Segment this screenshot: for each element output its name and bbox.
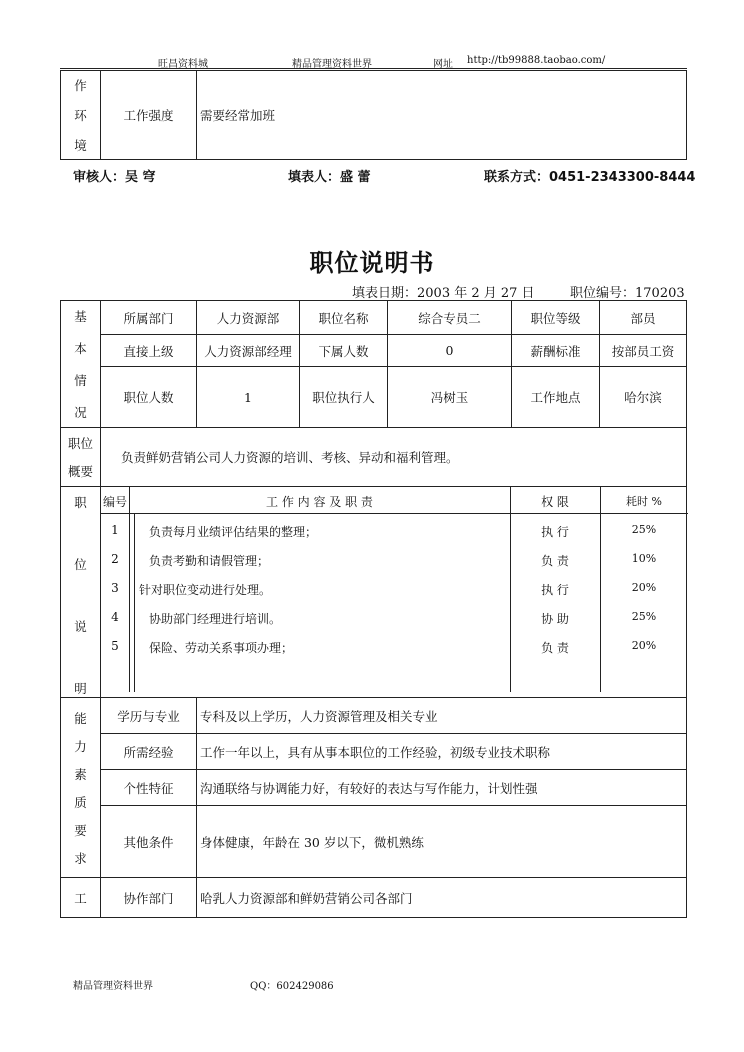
ability-value: 身体健康，年龄在 30 岁以下，微机熟练 bbox=[197, 806, 687, 878]
header-url[interactable]: http://tb99888.taobao.com/ bbox=[467, 55, 606, 66]
job-description-table bbox=[60, 300, 687, 918]
basic-cell: 综合专员二 bbox=[388, 301, 512, 335]
ability-value: 工作一年以上，具有从事本职位的工作经验，初级专业技术职称 bbox=[197, 734, 687, 770]
prev-section-table bbox=[60, 70, 687, 160]
side-char: 位 bbox=[74, 557, 87, 572]
prev-section-label: 工作强度 bbox=[101, 71, 197, 160]
duty-text: 负责每月业绩评估结果的整理； bbox=[149, 525, 318, 539]
side-char: 素 bbox=[74, 766, 87, 782]
side-char: 况 bbox=[74, 405, 87, 420]
side-char: 境 bbox=[74, 138, 87, 153]
duty-auth: 负 责 bbox=[541, 641, 569, 655]
duty-auth: 执 行 bbox=[541, 525, 569, 539]
duty-auth: 执 行 bbox=[541, 583, 569, 597]
duty-no: 1 bbox=[111, 523, 119, 537]
duty-row bbox=[101, 610, 688, 626]
duty-text: 保险、劳动关系事项办理； bbox=[149, 641, 294, 655]
duty-text: 负责考勤和请假管理； bbox=[149, 554, 270, 568]
basic-cell: 工作地点 bbox=[512, 367, 600, 428]
duty-row bbox=[101, 639, 688, 655]
basic-cell: 哈尔滨 bbox=[600, 367, 687, 428]
basic-cell: 部员 bbox=[600, 301, 687, 335]
work-side: 工 bbox=[61, 878, 101, 918]
duties-grid bbox=[101, 487, 688, 692]
duty-time: 20% bbox=[631, 581, 657, 594]
side-char: 本 bbox=[74, 341, 87, 356]
ability-label: 所需经验 bbox=[101, 734, 197, 770]
ability-label: 其他条件 bbox=[101, 806, 197, 878]
footer-qq: QQ：602429086 bbox=[250, 981, 334, 992]
side-char: 要 bbox=[74, 822, 87, 838]
duties-side bbox=[61, 487, 101, 698]
side-char: 情 bbox=[74, 373, 87, 388]
duties-header-time: 耗时 % bbox=[626, 495, 662, 508]
basic-cell: 人力资源部 bbox=[197, 301, 300, 335]
duty-no: 5 bbox=[111, 639, 119, 653]
basic-cell: 直接上级 bbox=[101, 335, 197, 367]
duties-area bbox=[101, 487, 687, 698]
duty-time: 20% bbox=[631, 639, 657, 652]
duties-col-rule bbox=[134, 513, 135, 692]
duty-row bbox=[101, 552, 688, 568]
contact: 联系方式：0451-2343300-8444 bbox=[484, 170, 696, 185]
basic-cell: 0 bbox=[388, 335, 512, 367]
ability-value: 专科及以上学历，人力资源管理及相关专业 bbox=[197, 698, 687, 734]
work-label: 协作部门 bbox=[101, 878, 197, 918]
duty-text: 协助部门经理进行培训。 bbox=[149, 612, 282, 626]
summary-label-line: 职位 bbox=[67, 436, 93, 451]
side-char: 环 bbox=[74, 108, 87, 123]
duty-no: 4 bbox=[111, 610, 119, 624]
duty-time: 10% bbox=[631, 552, 657, 565]
basic-cell: 下属人数 bbox=[300, 335, 388, 367]
duty-text: 针对职位变动进行处理。 bbox=[139, 583, 272, 597]
summary-text: 负责鲜奶营销公司人力资源的培训、考核、异动和福利管理。 bbox=[101, 428, 687, 487]
prev-section-side bbox=[61, 71, 101, 160]
duty-no: 2 bbox=[111, 552, 119, 566]
basic-cell: 职位等级 bbox=[512, 301, 600, 335]
side-char: 能 bbox=[74, 710, 87, 726]
duty-row bbox=[101, 523, 688, 539]
ability-label: 个性特征 bbox=[101, 770, 197, 806]
filler: 填表人：盛 蕾 bbox=[288, 170, 371, 185]
ability-side bbox=[61, 698, 101, 878]
side-char: 明 bbox=[74, 681, 87, 696]
summary-label-line: 概要 bbox=[67, 464, 93, 479]
ability-label: 学历与专业 bbox=[101, 698, 197, 734]
basic-cell: 1 bbox=[197, 367, 300, 428]
ability-value: 沟通联络与协调能力好，有较好的表达与写作能力，计划性强 bbox=[197, 770, 687, 806]
page-title: 职位说明书 bbox=[309, 249, 435, 277]
side-char: 说 bbox=[74, 619, 87, 634]
basic-cell: 冯树玉 bbox=[388, 367, 512, 428]
side-char: 基 bbox=[74, 309, 87, 324]
duty-time: 25% bbox=[631, 610, 657, 623]
header-rule bbox=[60, 68, 687, 69]
basic-cell: 职位名称 bbox=[300, 301, 388, 335]
basic-cell: 人力资源部经理 bbox=[197, 335, 300, 367]
basic-cell: 职位人数 bbox=[101, 367, 197, 428]
duties-header-auth: 权 限 bbox=[541, 495, 569, 509]
footer-site: 精品管理资料世界 bbox=[73, 981, 153, 992]
basic-cell: 所属部门 bbox=[101, 301, 197, 335]
duty-row bbox=[101, 581, 688, 597]
basic-cell: 薪酬标准 bbox=[512, 335, 600, 367]
duties-header-content: 工 作 内 容 及 职 责 bbox=[266, 495, 373, 509]
header-shop: 旺昌资料城 bbox=[158, 59, 208, 70]
side-char: 力 bbox=[74, 738, 87, 754]
side-char: 质 bbox=[74, 794, 87, 810]
summary-label bbox=[61, 428, 101, 487]
duty-auth: 协 助 bbox=[541, 612, 569, 626]
side-char: 职 bbox=[74, 495, 87, 510]
work-value: 哈乳人力资源部和鲜奶营销公司各部门 bbox=[197, 878, 687, 918]
prev-section-value: 需要经常加班 bbox=[197, 71, 687, 160]
reviewer: 审核人：吴 穹 bbox=[73, 170, 156, 185]
basic-cell: 按部员工资 bbox=[600, 335, 687, 367]
duty-no: 3 bbox=[111, 581, 119, 595]
duties-header-no: 编号 bbox=[102, 495, 127, 509]
basic-side bbox=[61, 301, 101, 428]
side-char: 作 bbox=[74, 78, 87, 93]
job-number: 职位编号：170203 bbox=[570, 286, 685, 301]
header-site: 精品管理资料世界 bbox=[292, 59, 372, 70]
duty-time: 25% bbox=[631, 523, 657, 536]
side-char: 求 bbox=[74, 850, 87, 866]
fill-date: 填表日期：2003 年 2 月 27 日 bbox=[352, 286, 535, 301]
header-url-label: 网址 bbox=[433, 59, 453, 70]
basic-cell: 职位执行人 bbox=[300, 367, 388, 428]
duty-auth: 负 责 bbox=[541, 554, 569, 568]
